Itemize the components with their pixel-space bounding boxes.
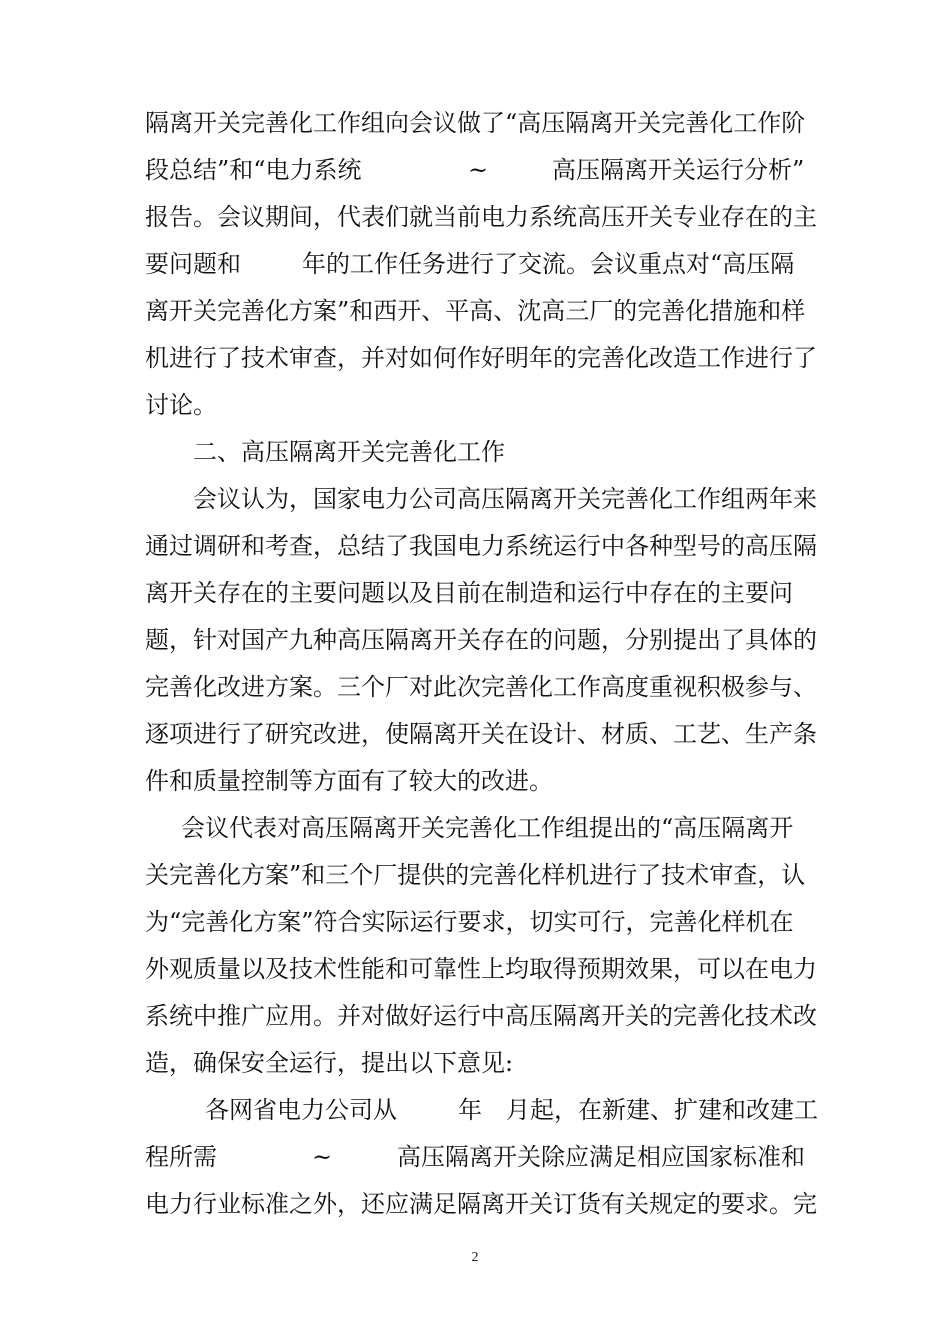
text-segment: 高压隔离开关除应满足相应国家标准和 [397, 1143, 805, 1171]
text-segment: 年 [458, 1096, 482, 1124]
text-segment: 逐项进行了研究改进，使隔离开关在设计、材质、工艺、生产条 [145, 720, 817, 748]
text-segment: 要问题和 [145, 250, 241, 278]
text-segment: 关完善化方案”和三个厂提供的完善化样机进行了技术审查，认 [145, 861, 806, 889]
text-segment: 造，确保安全运行，提出以下意见: [145, 1049, 514, 1077]
text-segment: 完善化改进方案。三个厂对此次完善化工作高度重视积极参与、 [145, 673, 817, 701]
text-segment: 外观质量以及技术性能和可靠性上均取得预期效果，可以在电力 [145, 955, 817, 983]
text-segment: 件和质量控制等方面有了较大的改进。 [145, 767, 553, 795]
page-number: 2 [471, 1250, 479, 1265]
text-segment: ~ [312, 1143, 333, 1171]
text-segment: 程所需 [145, 1143, 217, 1171]
text-segment: ~ [468, 156, 489, 184]
text-segment: 各网省电力公司从 [205, 1096, 397, 1124]
text-segment: 系统中推广应用。并对做好运行中高压隔离开关的完善化技术改 [145, 1002, 817, 1030]
text-segment: 通过调研和考查，总结了我国电力系统运行中各种型号的高压隔 [145, 532, 817, 560]
text-segment: 高压隔离开关运行分析” [552, 156, 805, 184]
section-heading-text: 二、高压隔离开关完善化工作 [193, 438, 505, 466]
text-segment: 报告。会议期间，代表们就当前电力系统高压开关专业存在的主 [145, 203, 817, 231]
text-segment: 隔离开关完善化工作组向会议做了“高压隔离开关完善化工作阶 [145, 109, 806, 137]
text-segment: 离开关存在的主要问题以及目前在制造和运行中存在的主要问 [145, 579, 793, 607]
text-segment: 会议认为，国家电力公司高压隔离开关完善化工作组两年来 [193, 485, 817, 513]
text-segment: 题，针对国产九种高压隔离开关存在的问题，分别提出了具体的 [145, 626, 817, 654]
text-segment: 机进行了技术审查，并对如何作好明年的完善化改造工作进行了 [145, 344, 817, 372]
text-segment: 讨论。 [145, 391, 217, 419]
text-segment: 离开关完善化方案”和西开、平高、沈高三厂的完善化措施和样 [145, 297, 806, 325]
text-segment: 为“完善化方案”符合实际运行要求，切实可行，完善化样机在 [145, 908, 794, 936]
text-segment: 月起，在新建、扩建和改建工 [506, 1096, 818, 1124]
text-segment: 年的工作任务进行了交流。会议重点对“高压隔 [302, 250, 795, 278]
text-segment: 会议代表对高压隔离开关完善化工作组提出的“高压隔离开 [181, 814, 794, 842]
text-segment: 段总结”和“电力系统 [145, 156, 362, 184]
text-segment: 电力行业标准之外，还应满足隔离开关订货有关规定的要求。完 [145, 1190, 817, 1218]
